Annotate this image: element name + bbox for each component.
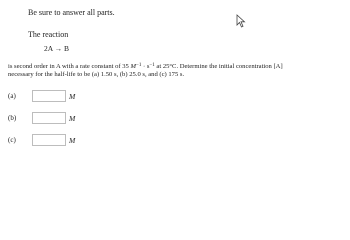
- instructions-text: Be sure to answer all parts.: [28, 8, 115, 17]
- answer-input-c[interactable]: [32, 134, 66, 146]
- answer-row-a: [8, 88, 75, 104]
- rate-exp-s: −1: [149, 63, 155, 68]
- question-part1: is second order in A with a rate constant of 35: [8, 63, 129, 70]
- mouse-pointer-icon: [236, 14, 246, 28]
- answer-label-a: (a): [8, 92, 16, 100]
- answer-unit-a: M: [69, 91, 76, 101]
- answer-input-b[interactable]: [32, 112, 66, 124]
- question-part2: at 25°C. Determine the initial concentration [A]: [156, 63, 283, 70]
- reaction-equation: 2A → B: [44, 44, 70, 53]
- rate-dot: ·: [141, 63, 147, 70]
- answer-input-a[interactable]: [32, 90, 66, 102]
- rate-unit-s: s: [146, 63, 150, 70]
- answer-label-b: (b): [8, 114, 17, 122]
- answer-row-b: [8, 110, 75, 126]
- question-text: [8, 62, 346, 79]
- rate-exp-m: −1: [136, 63, 142, 68]
- rate-unit-m: M: [130, 63, 137, 70]
- question-line2: necessary for the half-life to be (a) 1.50 s, (b) 25.0 s, and (c) 175 s.: [8, 71, 185, 78]
- answer-unit-c: M: [69, 135, 76, 145]
- reaction-label: The reaction: [28, 30, 69, 39]
- answer-label-c: (c): [8, 136, 16, 144]
- answer-row-c: [8, 132, 75, 148]
- answer-unit-b: M: [69, 113, 76, 123]
